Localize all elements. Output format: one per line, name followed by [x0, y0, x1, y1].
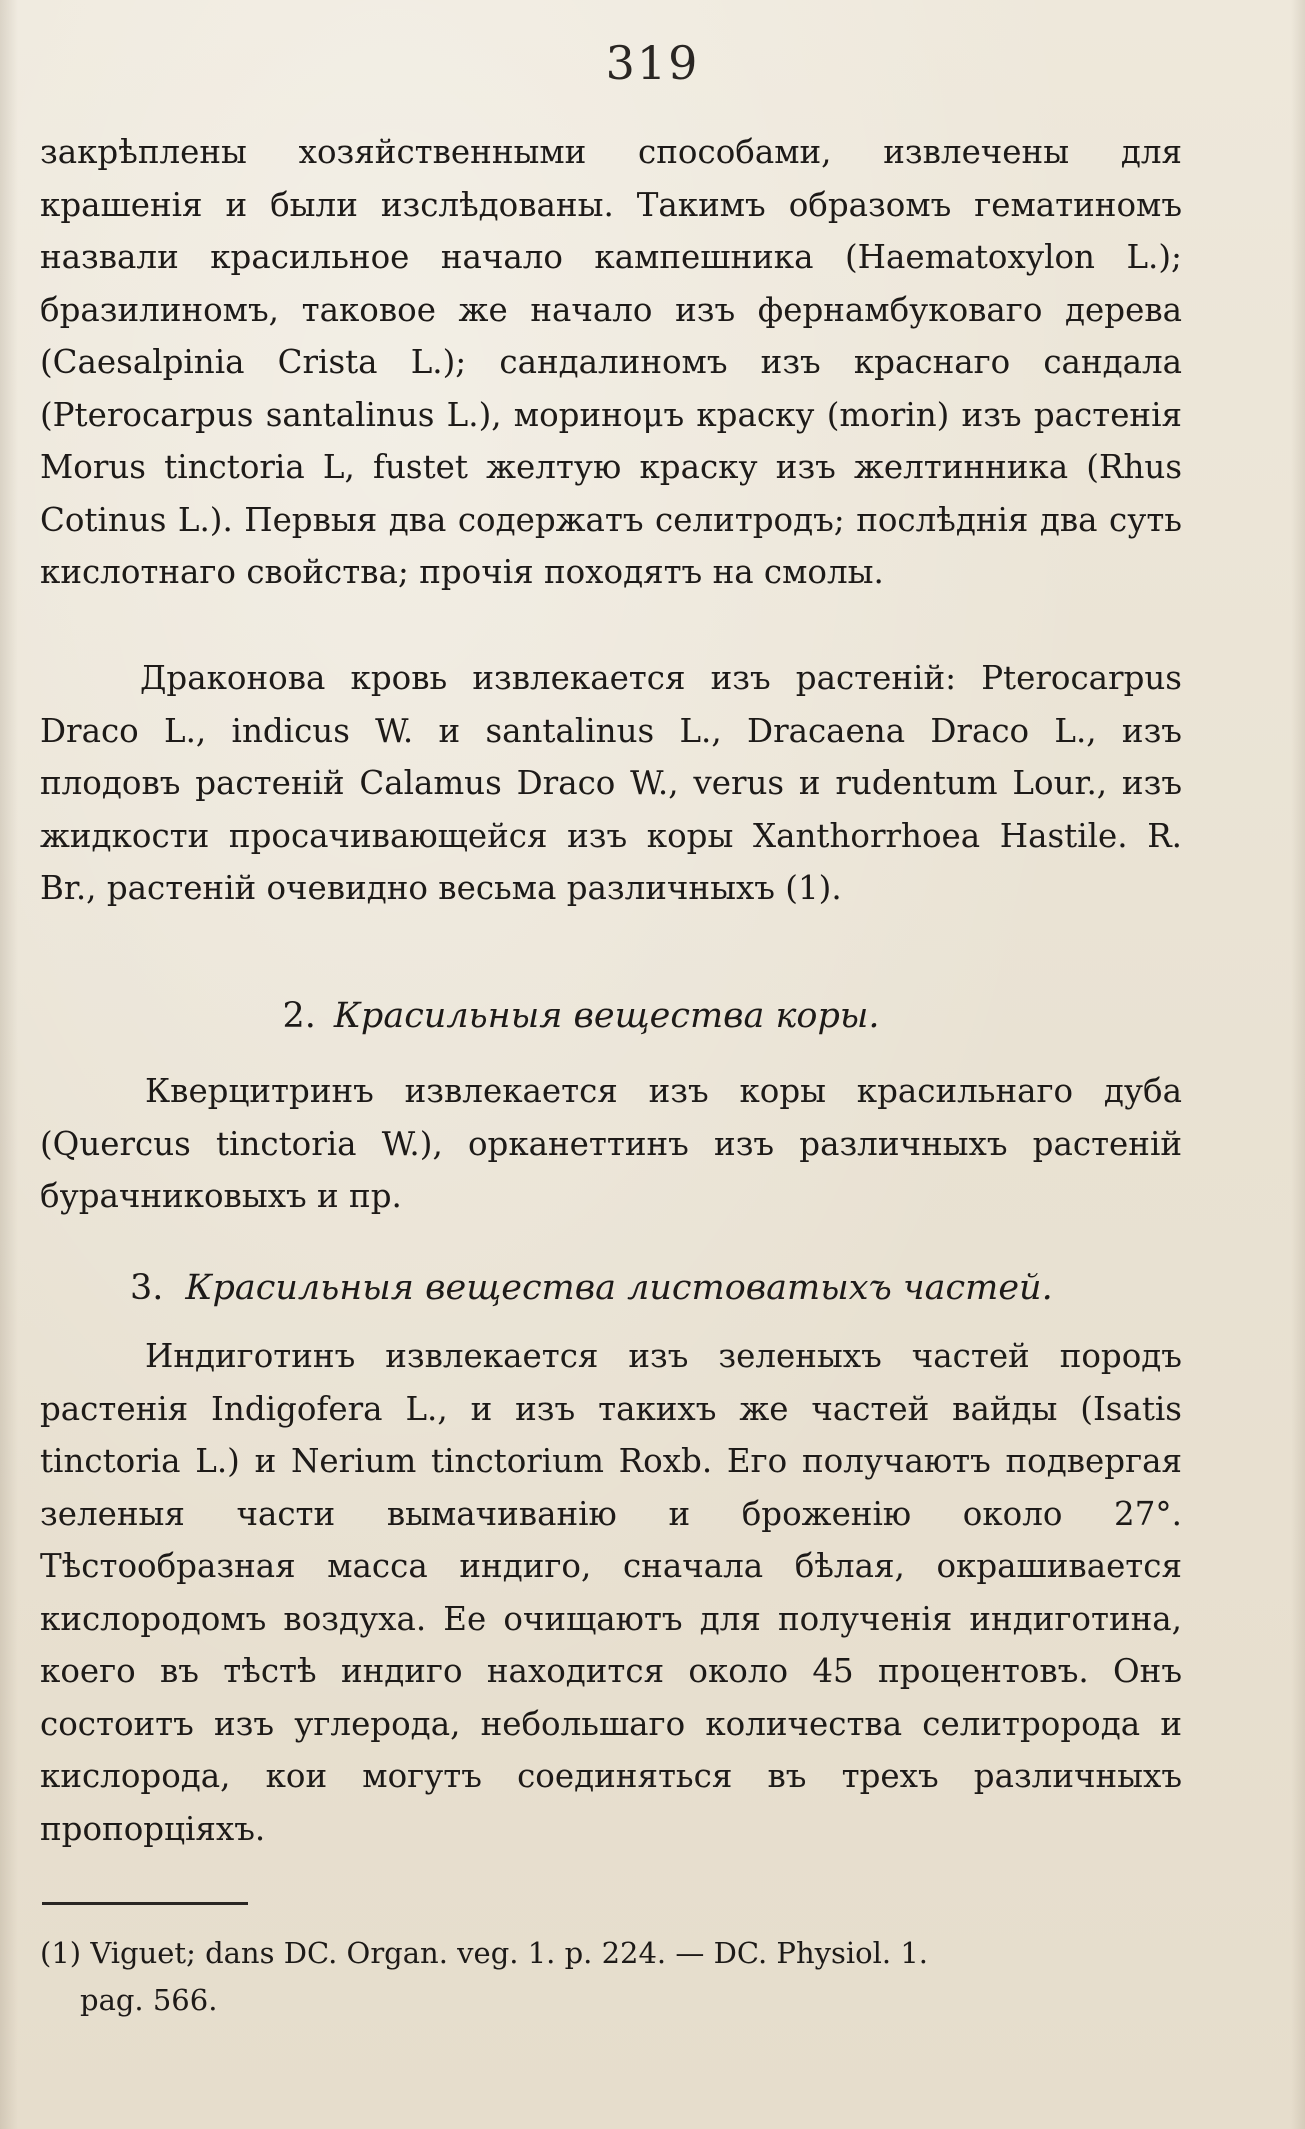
paragraph-text: Индиготинъ извлекается изъ зеленыхъ частей породъ растенія Indigofera L., и изъ такихъ же частей вайды (Isatis tinctoria L.) и Nerium tinctorium Roxb. Его получаютъ подвергая зеленыя части вымачиванію и броженію около 27°. Тѣстообразная масса индиго, сначала бѣлая, окрашивается кислородомъ воздуха. Ее очищаютъ для полученія индиготина, коего въ тѣстѣ индиго находится около 45 процентовъ. Онъ состоитъ изъ углерода, небольшаго количества селитророда и кислорода, кои могутъ соединяться въ трехъ различныхъ пропорціяхъ.: [40, 1337, 1182, 1848]
section-number: 3.: [130, 1268, 164, 1308]
footnote-divider: [42, 1902, 248, 1905]
footnote-marker: (1): [40, 1936, 82, 1970]
paragraph-dragons-blood: [40, 652, 1182, 915]
section-heading-bark: [40, 990, 1182, 1042]
paragraph-indigotin: [40, 1330, 1182, 1855]
paragraph-quercitrin: [40, 1065, 1182, 1223]
paragraph-text: Драконова кровь извлекается изъ растеній: Pterocarpus Draco L., indicus W. и santalinus L., Dracaena Draco L., изъ плодовъ растеній Calamus Draco W., verus и rudentum Lour., изъ жидкости просачивающейся изъ коры Xanthorrhoea Hastile. R. Br., растеній очевидно весьма различныхъ (1).: [40, 659, 1182, 907]
section-heading-leaves: [130, 1262, 1053, 1314]
footnote: [40, 1930, 1182, 2024]
paragraph-continuation: [40, 126, 1182, 599]
footnote-line-1: Viguet; dans DC. Organ. veg. 1. p. 224. — DC. Physiol. 1.: [90, 1936, 928, 1970]
footnote-line-2: pag. 566.: [80, 1983, 218, 2017]
section-number: 2.: [282, 996, 316, 1036]
paragraph-text: Кверцитринъ извлекается изъ коры красильнаго дуба (Quercus tinctoria W.), орканеттинъ изъ различныхъ растеній бурачниковыхъ и пр.: [40, 1072, 1182, 1215]
section-title: Красильныя вещества коры.: [333, 996, 880, 1036]
section-title: Красильныя вещества листоватыхъ частей.: [185, 1268, 1053, 1308]
page-number: 319: [605, 36, 700, 90]
paragraph-text: закрѣплены хозяйственными способами, извлечены для крашенія и были изслѣдованы. Такимъ образомъ гематиномъ назвали красильное начало кампешника (Haematoxylon L.); бразилиномъ, таковое же начало изъ фернамбуковаго дерева (Caesalpinia Crista L.); сандалиномъ изъ краснаго сандала (Pterocarpus santalinus L.), моринομъ краску (morin) изъ растенія Morus tinctoria L, fustet желтую краску изъ желтинника (Rhus Cotinus L.). Первыя два содержатъ селитродъ; послѣднія два суть кислотнаго свойства; прочія походятъ на смолы.: [40, 133, 1182, 591]
